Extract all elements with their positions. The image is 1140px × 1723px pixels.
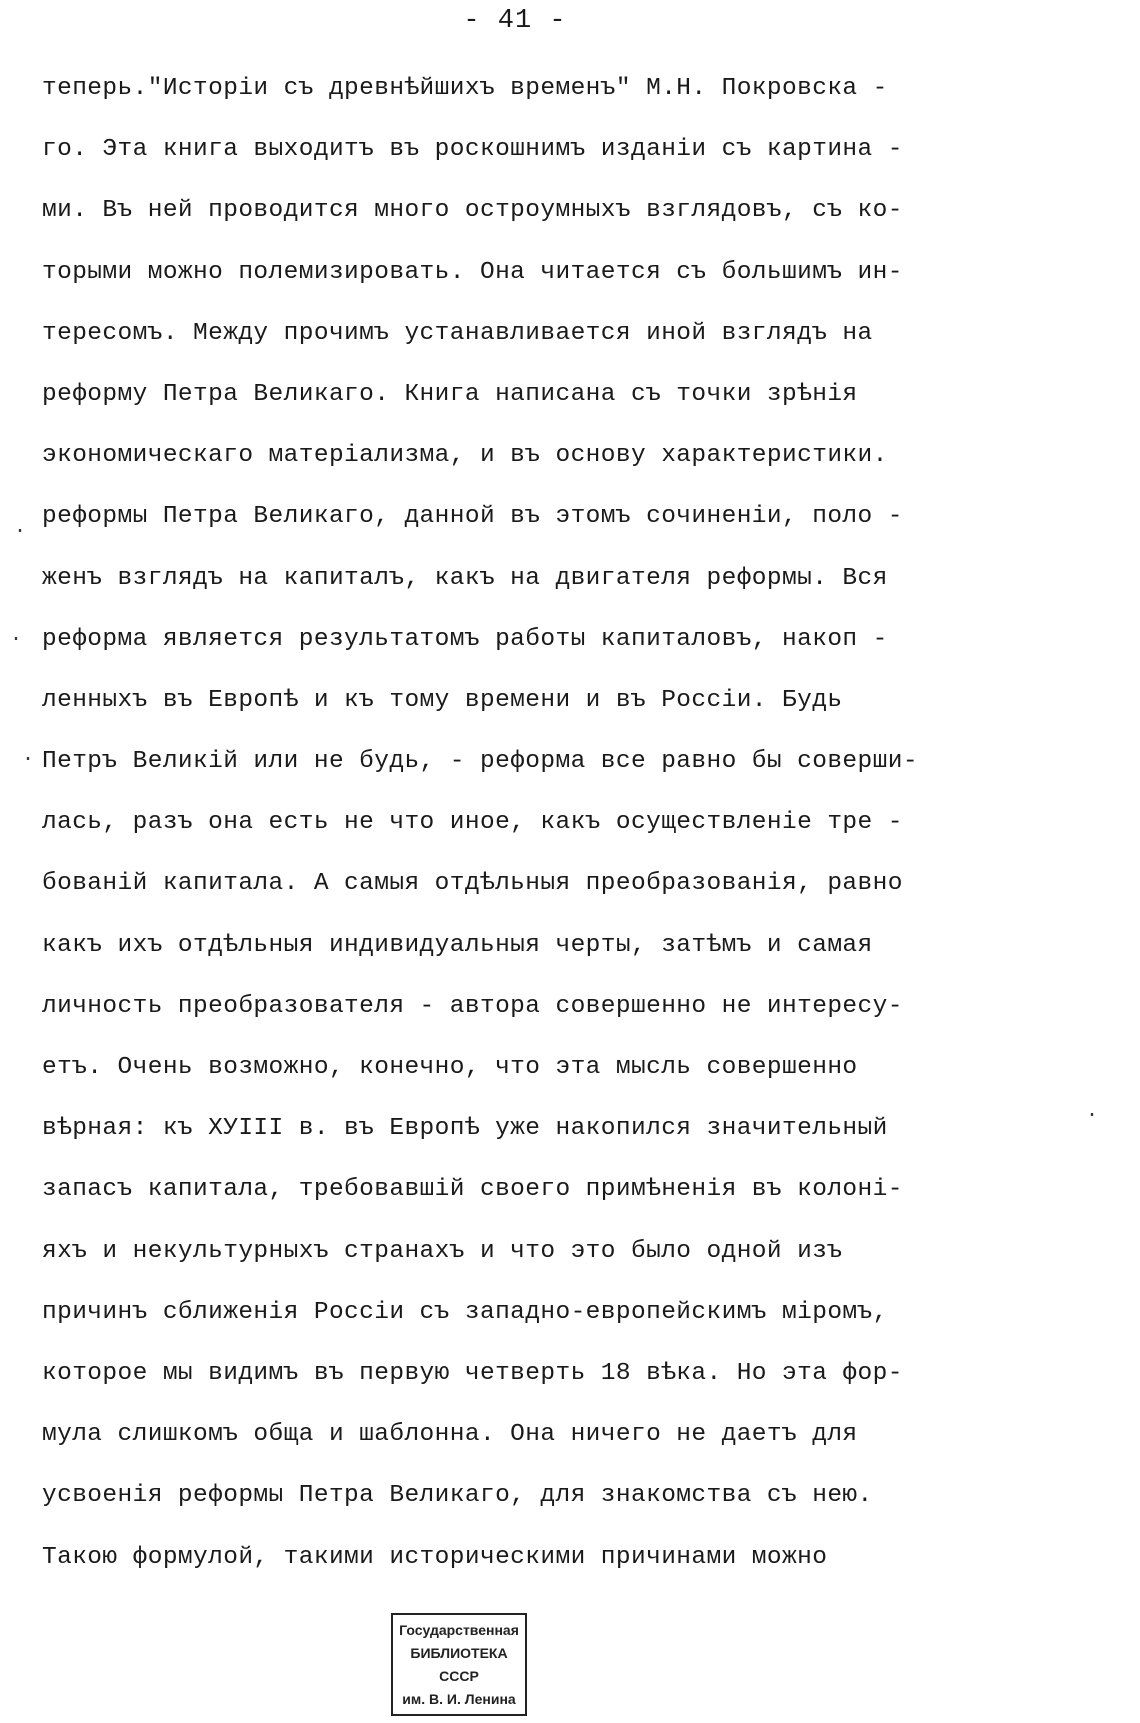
text-line: реформы Петра Великаго, данной въ этомъ сочиненiи, поло - [42, 503, 903, 531]
text-line: усвоенiя реформы Петра Великаго, для знакомства съ нею. [42, 1482, 873, 1510]
text-line: реформа является результатомъ работы капиталовъ, накоп - [42, 625, 888, 653]
body-text [42, 68, 1042, 1598]
text-line: вѣрная: къ ХУIII в. въ Европѣ уже накопился значительный [42, 1115, 888, 1143]
text-line: которое мы видимъ въ первую четверть 18 вѣка. Но эта фор- [42, 1359, 903, 1387]
stamp-line: БИБЛИОТЕКА [410, 1645, 508, 1661]
margin-speck: · [14, 520, 27, 543]
text-line: экономическаго матерiализма, и въ основу характеристики. [42, 442, 888, 470]
text-line: женъ взглядъ на капиталъ, какъ на двигателя реформы. Вся [42, 564, 888, 592]
margin-speck: · [22, 748, 35, 771]
text-line: теперь."Исторiи съ древнѣйшихъ временъ" М.Н. Покровска - [42, 75, 888, 102]
page-number: - 41 - [463, 6, 567, 36]
text-line: ленныхъ въ Европѣ и къ тому времени и въ Россiи. Будь [42, 686, 843, 714]
text-line: бованiй капитала. А самыя отдѣльныя преобразованiя, равно [42, 870, 903, 898]
text-line: го. Эта книга выходитъ въ роскошнимъ изданiи съ картина - [42, 136, 903, 164]
margin-speck: · [10, 628, 23, 651]
text-line: Такою формулой, такими историческими причинами можно [42, 1543, 828, 1571]
text-line: яхъ и некультурныхъ странахъ и что это было одной изъ [42, 1237, 843, 1265]
text-line: личность преобразователя - автора совершенно не интересу- [42, 992, 903, 1020]
text-line: торыми можно полемизировать. Она читается съ большимъ ин- [42, 258, 903, 286]
margin-speck: · [1086, 1104, 1099, 1127]
text-line: етъ. Очень возможно, конечно, что эта мысль совершенно [42, 1054, 858, 1081]
text-line: какъ ихъ отдѣльныя индивидуальныя черты, затѣмъ и самая [42, 931, 873, 959]
text-line: Петръ Великiй или не будь, - реформа все равно бы соверши- [42, 748, 918, 776]
library-stamp [391, 1613, 527, 1716]
stamp-line: Государственная [399, 1622, 519, 1638]
text-line: причинъ сближенiя Россiи съ западно-европейскимъ мiромъ, [42, 1298, 888, 1326]
stamp-line: СССР [439, 1668, 479, 1684]
text-line: мула слишкомъ обща и шаблонна. Она ничего не даетъ для [42, 1421, 858, 1449]
text-line: реформу Петра Великаго. Книга написана съ точки зрѣнiя [42, 380, 858, 408]
text-line: ми. Въ ней проводится много остроумныхъ взглядовъ, съ ко- [42, 197, 903, 225]
stamp-line: им. В. И. Ленина [402, 1691, 516, 1707]
text-line: лась, разъ она есть не что иное, какъ осуществленiе тре - [42, 809, 903, 837]
text-line: запасъ капитала, требовавшiй своего примѣненiя въ колонi- [42, 1176, 903, 1204]
text-line: тересомъ. Между прочимъ устанавливается иной взглядъ на [42, 319, 873, 347]
